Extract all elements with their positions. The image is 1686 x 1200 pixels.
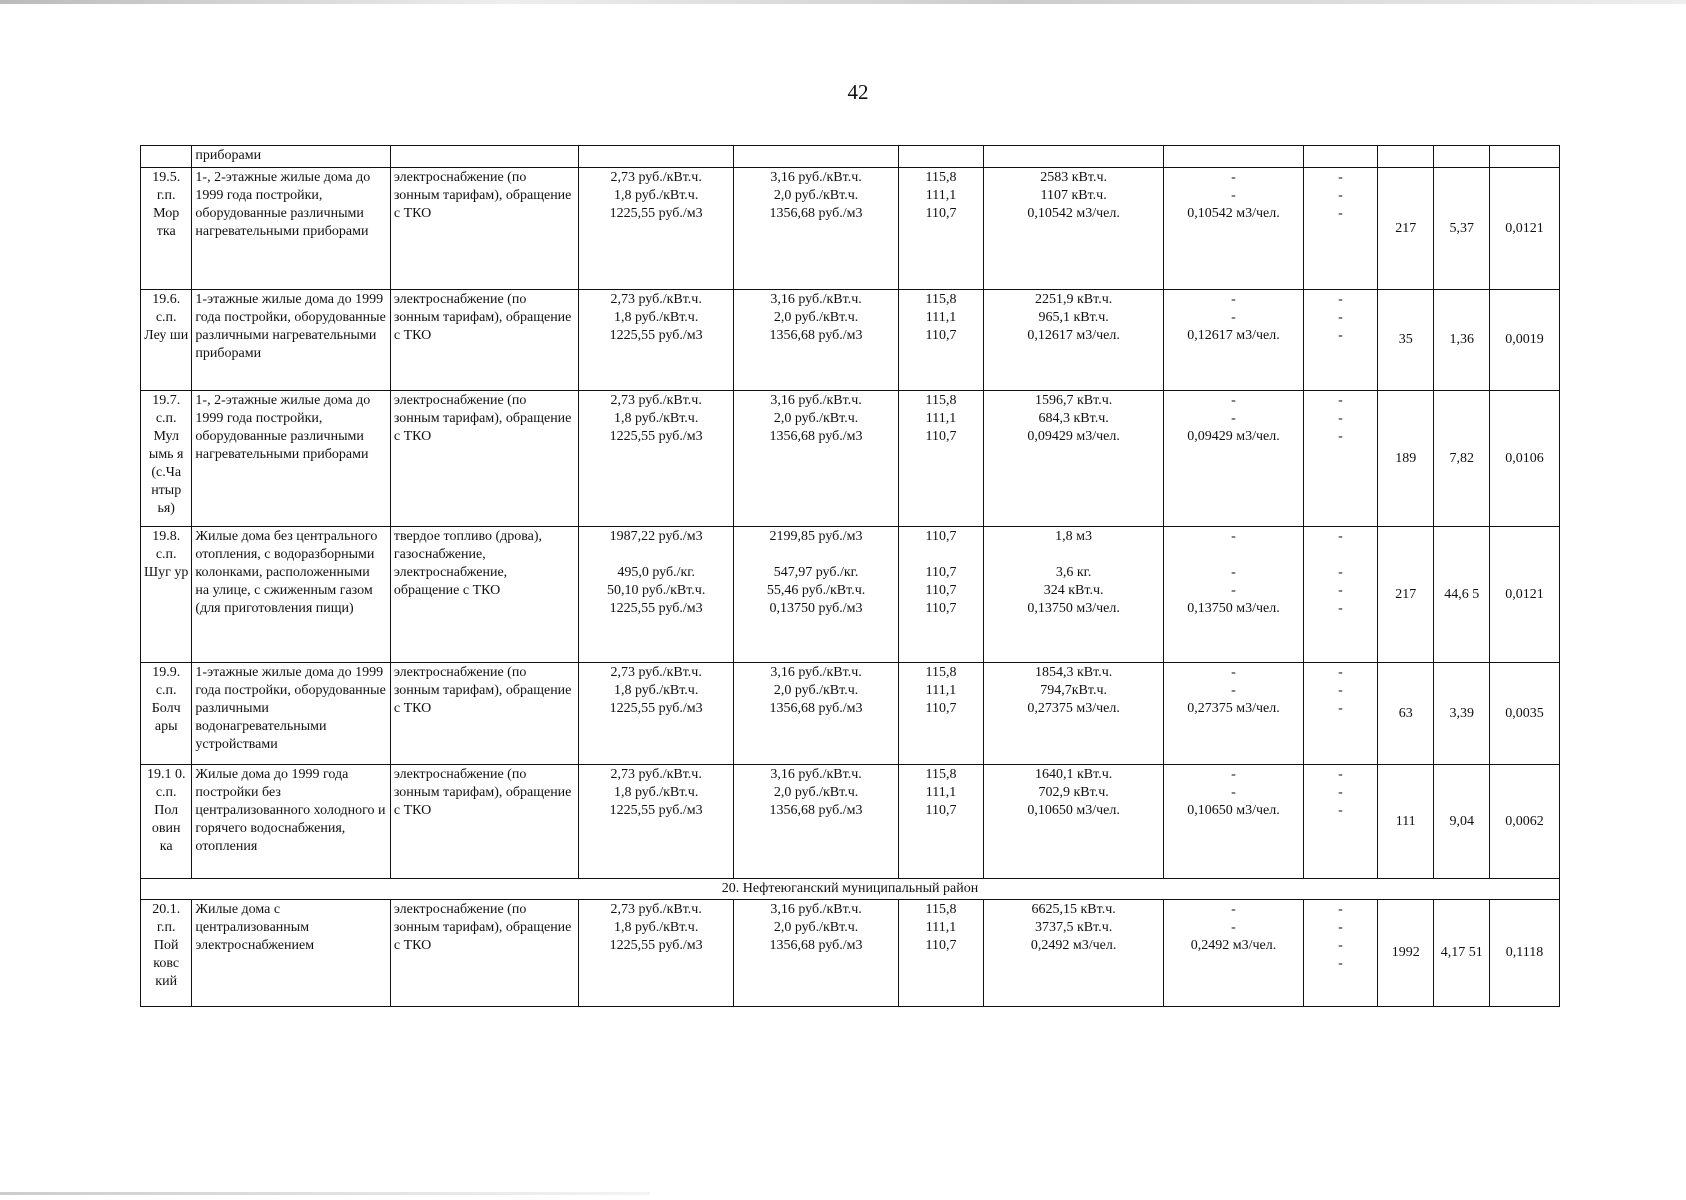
dash-cell	[1303, 663, 1377, 765]
dash-cell	[1303, 765, 1377, 879]
dash-cell	[1303, 900, 1377, 1007]
ratio-cell: 0,0106	[1490, 391, 1560, 527]
cell-line: -	[1338, 565, 1343, 580]
description-cell: Жилые дома без центрального отопления, с водоразборными колонками, расположенными на улице, с сжиженным газом (для приготовления пищи)	[192, 527, 390, 663]
cell-line: 702,9 кВт.ч.	[1038, 785, 1109, 800]
cell-line: 1,8 м3	[1055, 529, 1093, 544]
cell-line: 55,46 руб./кВт.ч.	[766, 583, 866, 598]
description-cell: 1-, 2-этажные жилые дома до 1999 года постройки, оборудованные различными нагревательными приборами	[192, 168, 390, 290]
cell-line: 0,13750 м3/чел.	[1187, 601, 1280, 616]
cell-line: 3,16 руб./кВт.ч.	[770, 292, 862, 307]
volume-cell	[984, 765, 1164, 879]
description-cell: 1-этажные жилые дома до 1999 года постройки, оборудованные различными водонагревательными устройствами	[192, 663, 390, 765]
cell-line: 1225,55 руб./м3	[609, 701, 703, 716]
tariff-old-cell	[579, 290, 734, 391]
norm-cell	[1164, 765, 1304, 879]
row-number: 19.8. с.п. Шуг ур	[141, 527, 192, 663]
cell-line: 110,7	[925, 701, 957, 716]
cell-line: 2,0 руб./кВт.ч.	[773, 411, 859, 426]
cell-line: -	[1231, 583, 1236, 598]
cell-line: 1,8 руб./кВт.ч.	[613, 920, 699, 935]
table-row	[141, 391, 1560, 527]
cell-line: 0,10542 м3/чел.	[1027, 206, 1120, 221]
empty-cell	[1303, 146, 1377, 168]
tariff-new-cell	[734, 663, 899, 765]
cell-line: 684,3 кВт.ч.	[1038, 411, 1109, 426]
population-cell: 111	[1377, 765, 1434, 879]
tariff-new-cell	[734, 527, 899, 663]
cell-line: -	[1231, 902, 1236, 917]
index-cell	[898, 527, 983, 663]
description-cell: 1-, 2-этажные жилые дома до 1999 года постройки, оборудованные различными нагревательными приборами	[192, 391, 390, 527]
volume-cell	[984, 900, 1164, 1007]
population-cell: 217	[1377, 527, 1434, 663]
description-cell: Жилые дома с централизованным электроснабжением	[192, 900, 390, 1007]
cell-line: 111,1	[925, 920, 957, 935]
cell-line: 324 кВт.ч.	[1043, 583, 1104, 598]
cell-line: -	[1338, 292, 1343, 307]
cell-line: 2,73 руб./кВт.ч.	[610, 665, 702, 680]
cell-line: 1225,55 руб./м3	[609, 429, 703, 444]
cell-line: 2,73 руб./кВт.ч.	[610, 292, 702, 307]
index-cell	[898, 168, 983, 290]
description-cell: 1-этажные жилые дома до 1999 года постройки, оборудованные различными нагревательными приборами	[192, 290, 390, 391]
cell-line: -	[1338, 188, 1343, 203]
cell-line: -	[1231, 411, 1236, 426]
norm-cell	[1164, 290, 1304, 391]
tariff-old-cell	[579, 527, 734, 663]
dash-cell	[1303, 391, 1377, 527]
cell-line: -	[1231, 785, 1236, 800]
cell-line: -	[1231, 683, 1236, 698]
volume-cell	[984, 663, 1164, 765]
cell-line: 3,16 руб./кВт.ч.	[770, 170, 862, 185]
cell-line: 1854,3 кВт.ч.	[1034, 665, 1113, 680]
cell-line: 0,09429 м3/чел.	[1187, 429, 1280, 444]
cell-line: 3737,5 кВт.ч.	[1034, 920, 1113, 935]
cell-line: 2,73 руб./кВт.ч.	[610, 767, 702, 782]
cell-line	[582, 546, 730, 564]
cell-line: -	[1338, 803, 1343, 818]
cell-line: -	[1338, 785, 1343, 800]
cell-line: -	[1338, 767, 1343, 782]
ratio-cell: 0,0121	[1490, 527, 1560, 663]
cell-line: 2583 кВт.ч.	[1040, 170, 1107, 185]
volume-cell	[984, 290, 1164, 391]
services-cell: электроснабжение (по зонным тарифам), обращение с ТКО	[390, 663, 578, 765]
cell-line: 2,73 руб./кВт.ч.	[610, 170, 702, 185]
num-cell	[141, 146, 192, 168]
empty-cell	[734, 146, 899, 168]
services-cell: электроснабжение (по зонным тарифам), обращение с ТКО	[390, 168, 578, 290]
dash-cell	[1303, 168, 1377, 290]
cell-line	[1167, 546, 1300, 564]
cell-line: -	[1338, 310, 1343, 325]
section-heading: 20. Нефтеюганский муниципальный район	[141, 879, 1560, 900]
empty-cell	[984, 146, 1164, 168]
cell-line	[902, 546, 980, 564]
cell-line: 110,7	[925, 583, 957, 598]
services-cell: твердое топливо (дрова), газоснабжение, электроснабжение, обращение с ТКО	[390, 527, 578, 663]
cell-line	[737, 546, 895, 564]
cell-line: -	[1338, 583, 1343, 598]
cell-line: 1225,55 руб./м3	[609, 328, 703, 343]
cell-line: 1,8 руб./кВт.ч.	[613, 310, 699, 325]
empty-cell	[1490, 146, 1560, 168]
cell-line: 111,1	[925, 411, 957, 426]
cell-line: 110,7	[925, 206, 957, 221]
dash-cell	[1303, 290, 1377, 391]
cell-line: 2,0 руб./кВт.ч.	[773, 920, 859, 935]
cell-line: 547,97 руб./кг.	[773, 565, 859, 580]
carry-row	[141, 146, 1560, 168]
cell-line: -	[1338, 665, 1343, 680]
tariff-old-cell	[579, 765, 734, 879]
cell-line: 3,6 кг.	[1055, 565, 1092, 580]
services-cell: электроснабжение (по зонным тарифам), обращение с ТКО	[390, 290, 578, 391]
cell-line: 6625,15 кВт.ч.	[1031, 902, 1116, 917]
tariff-new-cell	[734, 900, 899, 1007]
page-number: 42	[847, 80, 869, 104]
cell-line: 0,13750 м3/чел.	[1027, 601, 1120, 616]
population-cell: 63	[1377, 663, 1434, 765]
cell-line: 2,73 руб./кВт.ч.	[610, 902, 702, 917]
cell-line: -	[1231, 767, 1236, 782]
section-heading-row	[141, 879, 1560, 900]
cell-line: -	[1338, 429, 1343, 444]
cell-line: -	[1231, 565, 1236, 580]
tariff-old-cell	[579, 168, 734, 290]
empty-cell	[1434, 146, 1490, 168]
cell-line: 1596,7 кВт.ч.	[1034, 393, 1113, 408]
tariff-old-cell	[579, 900, 734, 1007]
cell-line: 115,8	[925, 292, 957, 307]
empty-cell	[898, 146, 983, 168]
cell-line: -	[1338, 206, 1343, 221]
cell-line: -	[1338, 920, 1343, 935]
empty-cell	[390, 146, 578, 168]
ratio-cell: 0,0062	[1490, 765, 1560, 879]
cell-line: 0,2492 м3/чел.	[1190, 938, 1277, 953]
cell-line: 495,0 руб./кг.	[617, 565, 695, 580]
cell-line: -	[1338, 529, 1343, 544]
cell-line	[1307, 546, 1374, 564]
cell-line: 1640,1 кВт.ч.	[1034, 767, 1113, 782]
table-body	[141, 146, 1560, 1007]
cell-line: -	[1338, 683, 1343, 698]
index-cell	[898, 391, 983, 527]
cell-line: 115,8	[925, 170, 957, 185]
share-cell: 5,37	[1434, 168, 1490, 290]
cell-line: 110,7	[925, 429, 957, 444]
share-cell: 44,6 5	[1434, 527, 1490, 663]
tariff-old-cell	[579, 663, 734, 765]
cell-line: 110,7	[925, 803, 957, 818]
cell-line: 0,2492 м3/чел.	[1030, 938, 1117, 953]
cell-line: 0,27375 м3/чел.	[1187, 701, 1280, 716]
tariff-new-cell	[734, 168, 899, 290]
tariff-new-cell	[734, 765, 899, 879]
services-cell: электроснабжение (по зонным тарифам), обращение с ТКО	[390, 900, 578, 1007]
cell-line	[987, 546, 1160, 564]
cell-line: -	[1231, 310, 1236, 325]
cell-line: 110,7	[925, 565, 957, 580]
cell-line: 1225,55 руб./м3	[609, 206, 703, 221]
cell-line: -	[1338, 328, 1343, 343]
cell-line: 1356,68 руб./м3	[769, 938, 863, 953]
tariff-table	[140, 145, 1560, 1007]
cell-line: 111,1	[925, 188, 957, 203]
cell-line: -	[1338, 411, 1343, 426]
cell-line: 2251,9 кВт.ч.	[1034, 292, 1113, 307]
cell-line: 965,1 кВт.ч.	[1038, 310, 1109, 325]
tariff-new-cell	[734, 391, 899, 527]
cell-line: -	[1338, 938, 1343, 953]
cell-line: 1,8 руб./кВт.ч.	[613, 411, 699, 426]
cell-line: 110,7	[925, 529, 957, 544]
population-cell: 217	[1377, 168, 1434, 290]
dash-cell	[1303, 527, 1377, 663]
tariff-old-cell	[579, 391, 734, 527]
cell-line: 115,8	[925, 902, 957, 917]
cell-line: 1356,68 руб./м3	[769, 429, 863, 444]
ratio-cell: 0,0019	[1490, 290, 1560, 391]
cell-line: 3,16 руб./кВт.ч.	[770, 393, 862, 408]
cell-line: -	[1231, 920, 1236, 935]
cell-line: 0,13750 руб./м3	[769, 601, 863, 616]
volume-cell	[984, 391, 1164, 527]
cell-line: 1356,68 руб./м3	[769, 701, 863, 716]
cell-line: -	[1338, 601, 1343, 616]
cell-line: 2199,85 руб./м3	[769, 529, 863, 544]
cell-line: 110,7	[925, 938, 957, 953]
share-cell: 3,39	[1434, 663, 1490, 765]
table-row	[141, 900, 1560, 1007]
cell-line: 0,27375 м3/чел.	[1027, 701, 1120, 716]
tariff-new-cell	[734, 290, 899, 391]
population-cell: 189	[1377, 391, 1434, 527]
services-cell: электроснабжение (по зонным тарифам), обращение с ТКО	[390, 391, 578, 527]
cell-line: 1225,55 руб./м3	[609, 803, 703, 818]
cell-line: -	[1231, 529, 1236, 544]
cell-line: 2,73 руб./кВт.ч.	[610, 393, 702, 408]
cell-line: 1,8 руб./кВт.ч.	[613, 785, 699, 800]
cell-line: 0,09429 м3/чел.	[1027, 429, 1120, 444]
table-row	[141, 663, 1560, 765]
cell-line: -	[1231, 188, 1236, 203]
empty-cell	[579, 146, 734, 168]
row-number: 19.7. с.п. Мул ымь я (с.Ча нтыр ья)	[141, 391, 192, 527]
cell-line: -	[1231, 665, 1236, 680]
volume-cell	[984, 527, 1164, 663]
cell-line: 2,0 руб./кВт.ч.	[773, 188, 859, 203]
cell-line: 0,12617 м3/чел.	[1027, 328, 1120, 343]
description-cell: Жилые дома до 1999 года постройки без централизованного холодного и горячего водоснабжения, отопления	[192, 765, 390, 879]
cell-line: 1225,55 руб./м3	[609, 938, 703, 953]
index-cell	[898, 765, 983, 879]
population-cell: 1992	[1377, 900, 1434, 1007]
cell-line: 110,7	[925, 601, 957, 616]
cell-line: 3,16 руб./кВт.ч.	[770, 665, 862, 680]
cell-line: 1356,68 руб./м3	[769, 803, 863, 818]
cell-line: 1987,22 руб./м3	[609, 529, 703, 544]
cell-line: 115,8	[925, 393, 957, 408]
cell-line: 3,16 руб./кВт.ч.	[770, 767, 862, 782]
scan-edge-bottom	[0, 1192, 650, 1195]
norm-cell	[1164, 527, 1304, 663]
share-cell: 4,17 51	[1434, 900, 1490, 1007]
row-number: 19.9. с.п. Болч ары	[141, 663, 192, 765]
table-row	[141, 168, 1560, 290]
cell-line: 1356,68 руб./м3	[769, 206, 863, 221]
table-row	[141, 290, 1560, 391]
ratio-cell: 0,1118	[1490, 900, 1560, 1007]
cell-line: 2,0 руб./кВт.ч.	[773, 683, 859, 698]
cell-line: 0,12617 м3/чел.	[1187, 328, 1280, 343]
row-number: 19.6. с.п. Леу ши	[141, 290, 192, 391]
row-number: 19.1 0. с.п. Пол овин ка	[141, 765, 192, 879]
cell-line: 115,8	[925, 767, 957, 782]
cell-line: 111,1	[925, 785, 957, 800]
cell-line: -	[1338, 393, 1343, 408]
ratio-cell: 0,0035	[1490, 663, 1560, 765]
cell-line: 1,8 руб./кВт.ч.	[613, 188, 699, 203]
cell-line: -	[1338, 902, 1343, 917]
cell-line: 1,8 руб./кВт.ч.	[613, 683, 699, 698]
cell-line: 50,10 руб./кВт.ч.	[606, 583, 706, 598]
index-cell	[898, 900, 983, 1007]
empty-cell	[1377, 146, 1434, 168]
cell-line: 2,0 руб./кВт.ч.	[773, 785, 859, 800]
share-cell: 7,82	[1434, 391, 1490, 527]
norm-cell	[1164, 663, 1304, 765]
norm-cell	[1164, 168, 1304, 290]
services-cell: электроснабжение (по зонным тарифам), обращение с ТКО	[390, 765, 578, 879]
index-cell	[898, 290, 983, 391]
cell-line: -	[1338, 956, 1343, 971]
cell-line: -	[1231, 292, 1236, 307]
cell-line: -	[1338, 701, 1343, 716]
ratio-cell: 0,0121	[1490, 168, 1560, 290]
share-cell: 1,36	[1434, 290, 1490, 391]
table-row	[141, 527, 1560, 663]
cell-line: 1107 кВт.ч.	[1040, 188, 1107, 203]
row-number: 20.1. г.п. Пой ковс кий	[141, 900, 192, 1007]
cell-line: 1356,68 руб./м3	[769, 328, 863, 343]
share-cell: 9,04	[1434, 765, 1490, 879]
cell-line: 0,10542 м3/чел.	[1187, 206, 1280, 221]
cell-line: 115,8	[925, 665, 957, 680]
cell-line: 1225,55 руб./м3	[609, 601, 703, 616]
cell-line: 111,1	[925, 310, 957, 325]
cell-line: -	[1231, 170, 1236, 185]
cell-line: 0,10650 м3/чел.	[1027, 803, 1120, 818]
cell-line: 110,7	[925, 328, 957, 343]
row-number: 19.5. г.п. Мор тка	[141, 168, 192, 290]
population-cell: 35	[1377, 290, 1434, 391]
norm-cell	[1164, 900, 1304, 1007]
description-cell: приборами	[192, 146, 390, 168]
table-row	[141, 765, 1560, 879]
volume-cell	[984, 168, 1164, 290]
empty-cell	[1164, 146, 1304, 168]
cell-line: -	[1338, 170, 1343, 185]
cell-line: 794,7кВт.ч.	[1040, 683, 1107, 698]
cell-line: 3,16 руб./кВт.ч.	[770, 902, 862, 917]
norm-cell	[1164, 391, 1304, 527]
index-cell	[898, 663, 983, 765]
cell-line: 0,10650 м3/чел.	[1187, 803, 1280, 818]
cell-line: 2,0 руб./кВт.ч.	[773, 310, 859, 325]
scan-edge-top	[0, 0, 1686, 4]
cell-line: 111,1	[925, 683, 957, 698]
cell-line: -	[1231, 393, 1236, 408]
